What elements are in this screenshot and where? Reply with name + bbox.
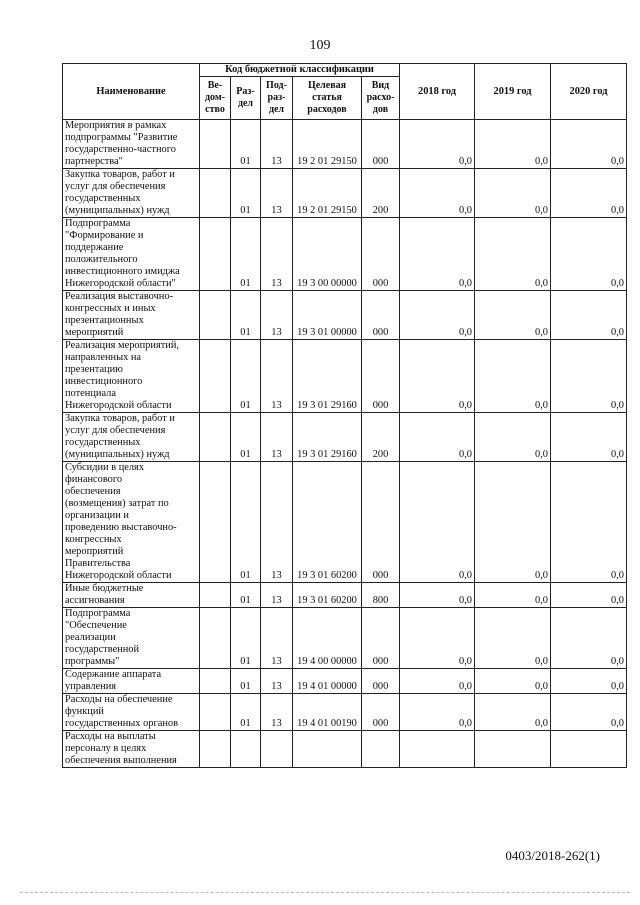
row-section: 01 [231,340,261,413]
row-expense-type [362,731,400,768]
row-amount-2019: 0,0 [475,169,551,218]
row-target-article: 19 2 01 29150 [293,169,362,218]
row-subsection: 13 [261,669,293,694]
row-subsection: 13 [261,694,293,731]
row-expense-type: 000 [362,669,400,694]
row-target-article: 19 4 00 00000 [293,608,362,669]
row-amount-2018: 0,0 [400,169,475,218]
row-name: Иные бюджетные ассигнования [63,583,200,608]
table-row [63,669,627,694]
row-subsection: 13 [261,218,293,291]
row-amount-2019: 0,0 [475,218,551,291]
row-name: Содержание аппарата управления [63,669,200,694]
row-amount-2019: 0,0 [475,462,551,583]
row-amount-2018: 0,0 [400,291,475,340]
header-subsection: Под- раз- дел [261,77,293,120]
table-row [63,583,627,608]
table-row [63,731,627,768]
row-expense-type: 000 [362,694,400,731]
row-expense-type: 000 [362,291,400,340]
document-code: 0403/2018-262(1) [505,848,600,863]
row-amount-2019: 0,0 [475,669,551,694]
row-amount-2018 [400,731,475,768]
row-amount-2019 [475,731,551,768]
header-code-group: Код бюджетной классификации [200,64,400,77]
row-amount-2019: 0,0 [475,291,551,340]
row-section: 01 [231,120,261,169]
row-amount-2020 [551,731,627,768]
row-department [200,340,231,413]
row-department [200,218,231,291]
row-expense-type: 200 [362,169,400,218]
header-department: Ве- дом- ство [200,77,231,120]
row-department [200,169,231,218]
budget-table [62,63,627,768]
row-amount-2018: 0,0 [400,608,475,669]
row-target-article: 19 4 01 00190 [293,694,362,731]
row-expense-type: 000 [362,120,400,169]
row-subsection: 13 [261,169,293,218]
row-department [200,731,231,768]
row-expense-type: 200 [362,413,400,462]
row-department [200,462,231,583]
row-amount-2020: 0,0 [551,120,627,169]
table-row [63,169,627,218]
row-amount-2019: 0,0 [475,694,551,731]
row-name: Расходы на выплаты персоналу в целях обеспечения выполнения [63,731,200,768]
row-subsection: 13 [261,291,293,340]
row-subsection: 13 [261,413,293,462]
row-expense-type: 800 [362,583,400,608]
table-row [63,462,627,583]
row-expense-type: 000 [362,462,400,583]
row-name: Подпрограмма "Обеспечение реализации государственной программы" [63,608,200,669]
table-row [63,291,627,340]
row-amount-2019: 0,0 [475,583,551,608]
row-amount-2020: 0,0 [551,291,627,340]
row-subsection: 13 [261,340,293,413]
header-expense-type: Вид расхо- дов [362,77,400,120]
table-row [63,413,627,462]
row-name: Закупка товаров, работ и услуг для обеспечения государственных (муниципальных) нужд [63,413,200,462]
row-name: Реализация мероприятий, направленных на презентацию инвестиционного потенциала Нижегородской области [63,340,200,413]
row-subsection: 13 [261,583,293,608]
row-department [200,291,231,340]
page-edge-line [20,892,630,893]
row-amount-2020: 0,0 [551,413,627,462]
row-section: 01 [231,169,261,218]
row-target-article: 19 3 00 00000 [293,218,362,291]
row-department [200,120,231,169]
row-section: 01 [231,218,261,291]
row-expense-type: 000 [362,608,400,669]
header-year-2020: 2020 год [551,64,627,120]
row-amount-2020: 0,0 [551,669,627,694]
row-amount-2020: 0,0 [551,608,627,669]
row-section: 01 [231,669,261,694]
row-section [231,731,261,768]
row-department [200,694,231,731]
row-target-article: 19 3 01 00000 [293,291,362,340]
row-expense-type: 000 [362,340,400,413]
row-amount-2018: 0,0 [400,462,475,583]
table-row [63,608,627,669]
header-year-2019: 2019 год [475,64,551,120]
row-target-article: 19 3 01 60200 [293,462,362,583]
table-row [63,340,627,413]
row-name: Реализация выставочно- конгрессных и иных презентационных мероприятий [63,291,200,340]
row-target-article: 19 4 01 00000 [293,669,362,694]
row-amount-2018: 0,0 [400,583,475,608]
row-expense-type: 000 [362,218,400,291]
row-department [200,669,231,694]
header-name: Наименование [63,64,200,120]
row-amount-2018: 0,0 [400,218,475,291]
row-name: Мероприятия в рамках подпрограммы "Развитие государственно-частного партнерства" [63,120,200,169]
row-amount-2019: 0,0 [475,120,551,169]
header-target-article: Целевая статья расходов [293,77,362,120]
row-department [200,583,231,608]
row-section: 01 [231,413,261,462]
table-row [63,218,627,291]
row-target-article: 19 3 01 60200 [293,583,362,608]
row-section: 01 [231,608,261,669]
row-amount-2018: 0,0 [400,694,475,731]
row-target-article: 19 3 01 29160 [293,413,362,462]
row-amount-2020: 0,0 [551,218,627,291]
row-section: 01 [231,694,261,731]
row-amount-2020: 0,0 [551,462,627,583]
row-amount-2018: 0,0 [400,669,475,694]
row-amount-2020: 0,0 [551,169,627,218]
row-amount-2018: 0,0 [400,120,475,169]
row-department [200,413,231,462]
row-amount-2020: 0,0 [551,583,627,608]
row-amount-2020: 0,0 [551,694,627,731]
row-amount-2018: 0,0 [400,340,475,413]
row-name: Субсидии в целях финансового обеспечения (возмещения) затрат по организации и проведению выставочно- конгрессных мероприятий Правительства Нижегородской области [63,462,200,583]
row-target-article: 19 3 01 29160 [293,340,362,413]
row-amount-2019: 0,0 [475,608,551,669]
row-amount-2018: 0,0 [400,413,475,462]
row-section: 01 [231,583,261,608]
row-subsection: 13 [261,120,293,169]
page-number: 109 [309,38,331,53]
table-row [63,694,627,731]
row-subsection [261,731,293,768]
header-section: Раз- дел [231,77,261,120]
header-year-2018: 2018 год [400,64,475,120]
row-subsection: 13 [261,462,293,583]
row-name: Расходы на обеспечение функций государственных органов [63,694,200,731]
row-amount-2020: 0,0 [551,340,627,413]
row-target-article [293,731,362,768]
table-row [63,120,627,169]
row-amount-2019: 0,0 [475,340,551,413]
row-target-article: 19 2 01 29150 [293,120,362,169]
row-section: 01 [231,462,261,583]
row-section: 01 [231,291,261,340]
row-department [200,608,231,669]
row-name: Закупка товаров, работ и услуг для обеспечения государственных (муниципальных) нужд [63,169,200,218]
row-name: Подпрограмма "Формирование и поддержание положительного инвестиционного имиджа Нижегородской области" [63,218,200,291]
row-amount-2019: 0,0 [475,413,551,462]
row-subsection: 13 [261,608,293,669]
